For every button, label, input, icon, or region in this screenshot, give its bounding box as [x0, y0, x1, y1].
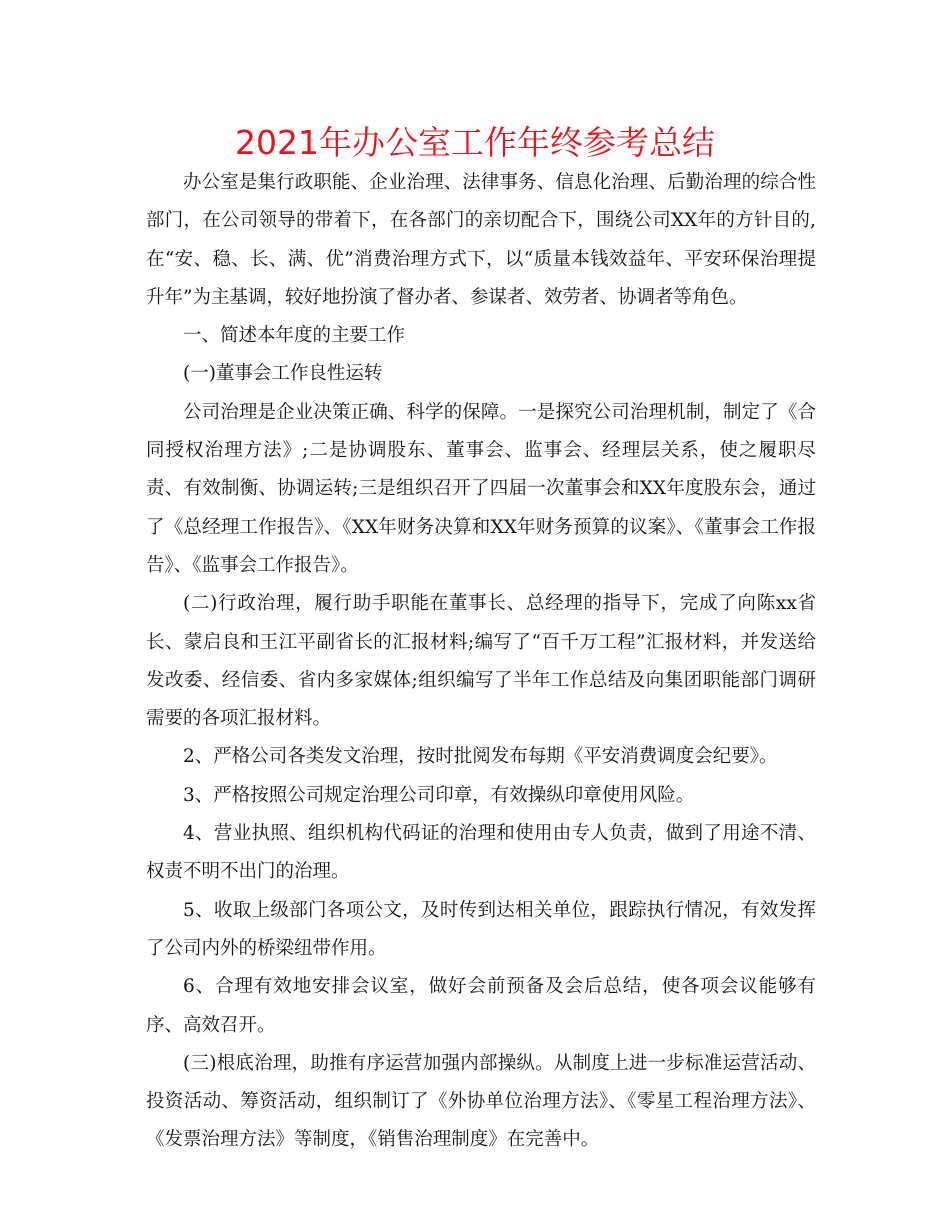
paragraph-item-4: 4、营业执照、组织机构代码证的治理和使用由专人负责，做到了用途不清、权责不明不出门的治理。 [146, 823, 816, 883]
paragraph-item-6: 6、合理有效地安排会议室，做好会前预备及会后总结，使各项会议能够有序、高效召开。 [146, 976, 816, 1036]
paragraph-item-5: 5、收取上级部门各项公文，及时传到达相关单位，跟踪执行情况，有效发挥了公司内外的桥梁纽带作用。 [146, 899, 816, 959]
paragraph-intro: 办公室是集行政职能、企业治理、法律事务、信息化治理、后勤治理的综合性部门，在公司领导的带着下，在各部门的亲切配合下，围绕公司XX年的方针目的,在“安、稳、长、满、优”消费治理方式下，以“质量本钱效益年、平安环保治理提升年”为主基调，较好地扮演了督办者、参谋者、效劳者、协调者等角色。 [146, 172, 816, 308]
document-title: 2021年办公室工作年终参考总结 [235, 123, 715, 162]
paragraph-foundation: (三)根底治理，助推有序运营加强内部操纵。从制度上进一步标准运营活动、投资活动、筹资活动，组织制订了《外协单位治理方法》、《零星工程治理方法》、《发票治理方法》等制度，《销售治理制度》在完善中。 [146, 1052, 816, 1151]
paragraph-governance: 公司治理是企业决策正确、科学的保障。一是探究公司治理机制，制定了《合同授权治理方法》;二是协调股东、董事会、监事会、经理层关系，使之履职尽责、有效制衡、协调运转;三是组织召开了四届一次董事会和XX年度股东会，通过了《总经理工作报告》、《XX年财务决算和XX年财务预算的议案》、《董事会工作报告》、《监事会工作报告》。 [146, 401, 816, 576]
section-heading-main-work: 一、简述本年度的主要工作 [183, 325, 406, 347]
paragraph-item-2: 2、严格公司各类发文治理，按时批阅发布每期《平安消费调度会纪要》。 [183, 746, 778, 768]
subsection-heading-board: (一)董事会工作良性运转 [183, 363, 383, 385]
document-body [146, 164, 816, 1160]
paragraph-item-3: 3、严格按照公司规定治理公司印章，有效操纵印章使用风险。 [183, 784, 695, 806]
paragraph-administration: (二)行政治理，履行助手职能在董事长、总经理的指导下，完成了向陈xx省长、蒙启良和王江平副省长的汇报材料;编写了“百千万工程”汇报材料，并发送给发改委、经信委、省内多家媒体;组织编写了半年工作总结及向集团职能部门调研需要的各项汇报材料。 [146, 593, 816, 730]
